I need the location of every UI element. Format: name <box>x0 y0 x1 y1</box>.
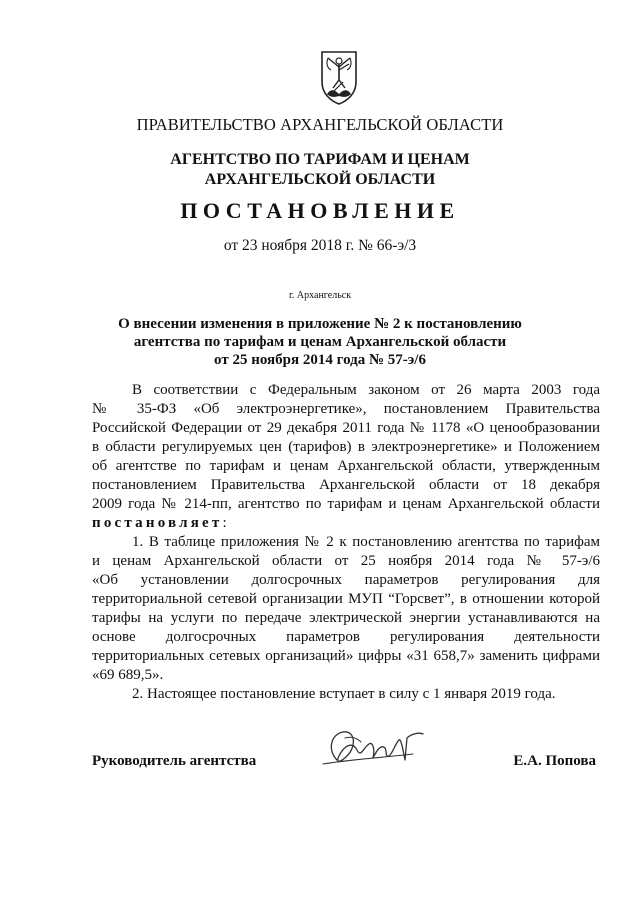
preamble-line: 2009 года № 214-пп, агентство по тарифам и ценам Архангельской области <box>92 496 600 512</box>
arkhangelsk-coat-of-arms-icon <box>319 50 359 106</box>
preamble-line: об агентстве по тарифам и ценам Архангельской области, утвержденным <box>92 458 600 474</box>
decree-body <box>92 381 600 704</box>
agency-title-line-2: АРХАНГЕЛЬСКОЙ ОБЛАСТИ <box>204 171 436 188</box>
item1-line: территориальной сетевой организации МУП “Горсвет”, в отношении которой <box>92 591 600 607</box>
item1-line: тарифы на услуги по передаче электрической энергии устанавливаются на <box>92 610 600 626</box>
subject-line-1: О внесении изменения в приложение № 2 к постановлению <box>118 316 522 332</box>
government-title: ПРАВИТЕЛЬСТВО АРХАНГЕЛЬСКОЙ ОБЛАСТИ <box>136 115 504 134</box>
signatory-name: Е.А. Попова <box>513 753 596 769</box>
item1-line: «Об установлении долгосрочных параметров регулирования для <box>92 572 600 588</box>
signature-block <box>92 720 600 780</box>
decree-date-number: от 23 ноября 2018 г. № 66-э/3 <box>223 237 417 254</box>
preamble-line: № 35-ФЗ «Об электроэнергетике», постановлением Правительства <box>92 401 600 417</box>
item1-line: «69 689,5». <box>92 667 164 683</box>
item2-line: 2. Настоящее постановление вступает в силу с 1 января 2019 года. <box>132 686 556 702</box>
preamble-line: в области регулируемых цен (тарифов) в электроэнергетике» и Положением <box>92 439 600 455</box>
document-type: ПОСТАНОВЛЕНИЕ <box>180 198 460 223</box>
city-name: г. Архангельск <box>288 290 352 301</box>
agency-title-line-1: АГЕНТСТВО ПО ТАРИФАМ И ЦЕНАМ <box>170 151 470 168</box>
subject-line-3: от 25 ноября 2014 года № 57-э/6 <box>214 352 426 368</box>
resolves-line <box>92 514 600 533</box>
preamble-line: постановлением Правительства Архангельской области от 18 декабря <box>92 477 600 493</box>
item1-line: основе долгосрочных параметров регулирования деятельности <box>92 629 600 645</box>
item1-line: 1. В таблице приложения № 2 к постановлению агентства по тарифам <box>132 534 600 550</box>
subject-line-2: агентства по тарифам и ценам Архангельской области <box>133 334 507 350</box>
item1-line: и ценам Архангельской области от 25 ноября 2014 года № 57-э/6 <box>92 553 600 569</box>
preamble-line: В соответствии с Федеральным законом от 26 марта 2003 года <box>132 382 600 398</box>
preamble-line: Российской Федерации от 29 декабря 2011 года № 1178 «О ценообразовании <box>92 420 600 436</box>
handwritten-signature-icon <box>317 720 427 778</box>
item1-line: территориальных сетевых организаций» цифры «31 658,7» заменить цифрами <box>92 648 600 664</box>
resolves-colon: : <box>222 515 227 531</box>
signatory-role: Руководитель агентства <box>92 753 257 769</box>
resolves-word: постановляет <box>92 515 223 531</box>
